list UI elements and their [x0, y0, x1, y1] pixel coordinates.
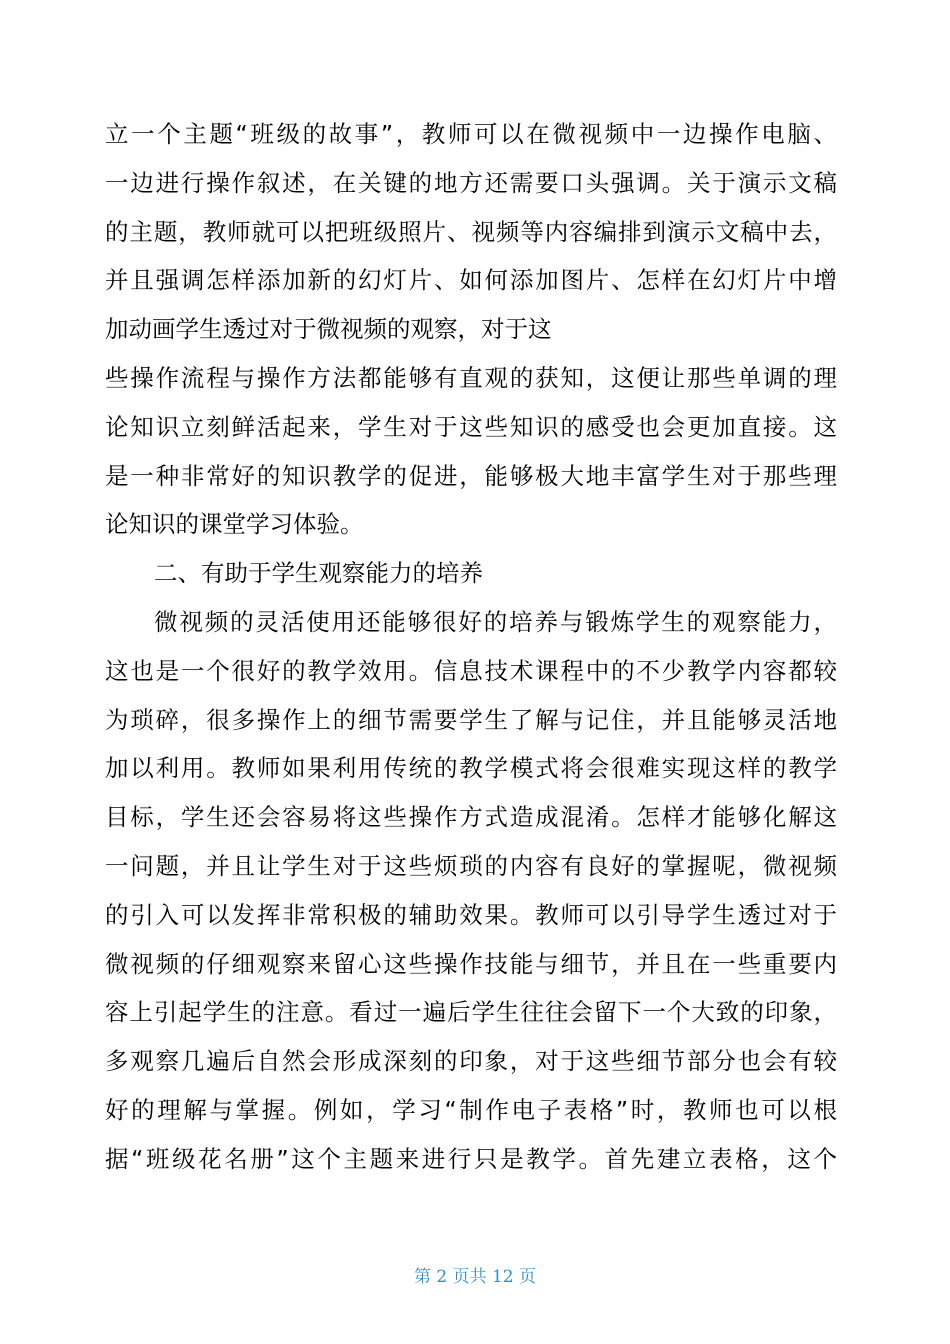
text-line: 这也是一个很好的教学效用。信息技术课程中的不少教学内容都较 [105, 656, 837, 685]
text-line: 的主题，教师就可以把班级照片、视频等内容编排到演示文稿中去， [105, 217, 837, 246]
text-line: 一问题，并且让学生对于这些烦琐的内容有良好的掌握呢，微视频 [105, 851, 837, 880]
text-line: 为琐碎，很多操作上的细节需要学生了解与记住，并且能够灵活地 [105, 705, 837, 734]
text-line: 容上引起学生的注意。看过一遍后学生往往会留下一个大致的印象， [105, 998, 837, 1027]
text-line: 并且强调怎样添加新的幻灯片、如何添加图片、怎样在幻灯片中增 [105, 266, 837, 295]
text-line: 微视频的灵活使用还能够很好的培养与锻炼学生的观察能力， [154, 607, 837, 636]
text-line: 目标，学生还会容易将这些操作方式造成混淆。怎样才能够化解这 [105, 803, 837, 832]
text-line: 一边进行操作叙述，在关键的地方还需要口头强调。关于演示文稿 [105, 168, 837, 197]
text-line: 加动画学生透过对于微视频的观察，对于这 [105, 315, 552, 344]
page-number-footer: 第 2 页共 12 页 [413, 1267, 537, 1287]
text-line: 二、有助于学生观察能力的培养 [154, 559, 483, 588]
body-text [105, 110, 837, 1184]
text-line: 的引入可以发挥非常积极的辅助效果。教师可以引导学生透过对于 [105, 900, 837, 929]
text-line: 论知识的课堂学习体验。 [105, 510, 364, 539]
text-line: 加以利用。教师如果利用传统的教学模式将会很难实现这样的教学 [105, 754, 837, 783]
text-line: 些操作流程与操作方法都能够有直观的获知，这便让那些单调的理 [105, 363, 837, 392]
text-line: 立一个主题“班级的故事”，教师可以在微视频中一边操作电脑、 [105, 120, 837, 148]
text-line: 据“班级花名册”这个主题来进行只是教学。首先建立表格，这个 [105, 1144, 837, 1173]
text-line: 是一种非常好的知识教学的促进，能够极大地丰富学生对于那些理 [105, 461, 837, 490]
text-line: 微视频的仔细观察来留心这些操作技能与细节，并且在一些重要内 [105, 949, 837, 978]
text-line: 好的理解与掌握。例如，学习“制作电子表格”时，教师也可以根 [105, 1095, 837, 1124]
text-line: 论知识立刻鲜活起来，学生对于这些知识的感受也会更加直接。这 [105, 412, 837, 441]
text-line: 多观察几遍后自然会形成深刻的印象，对于这些细节部分也会有较 [105, 1047, 837, 1076]
